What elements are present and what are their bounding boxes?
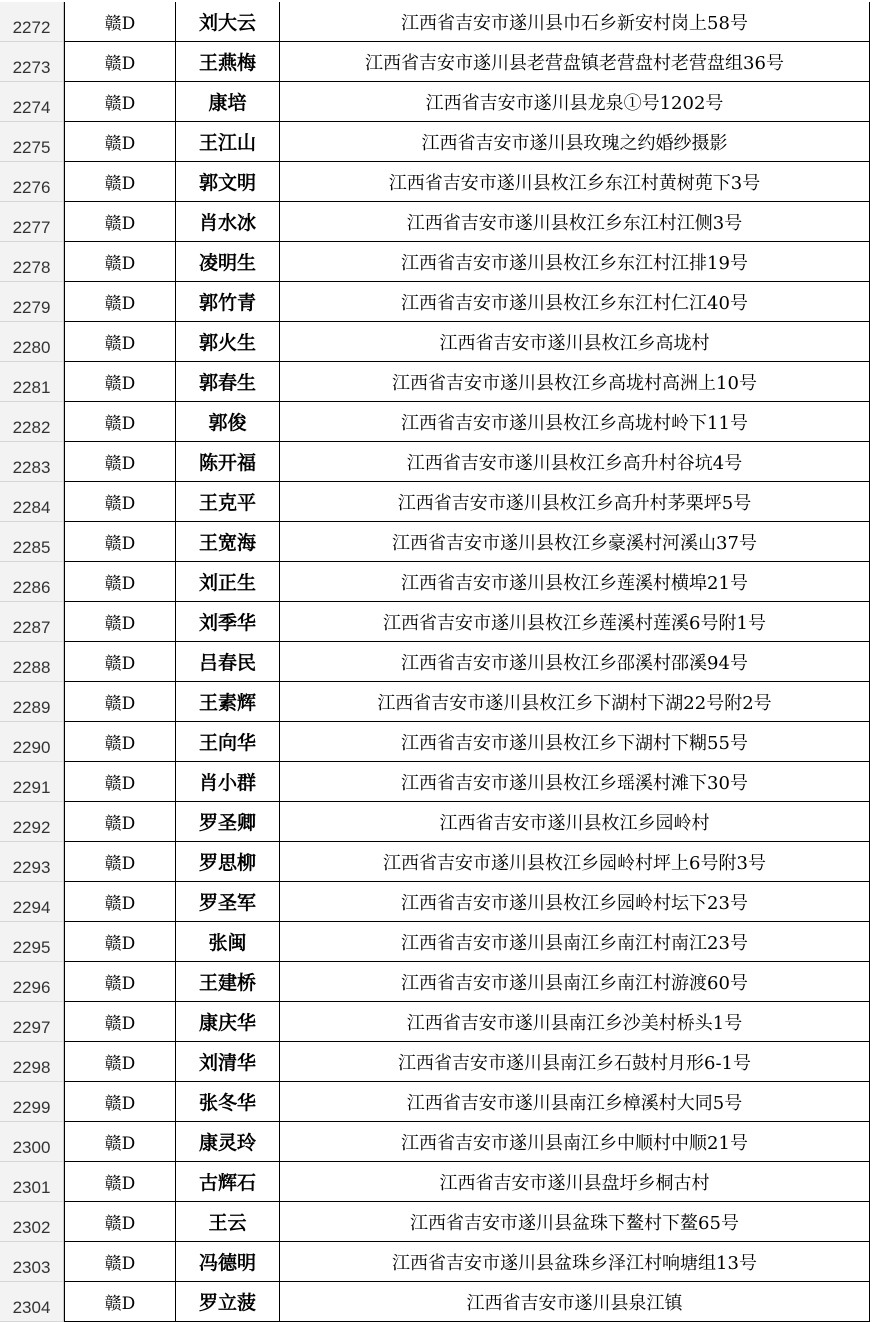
table-row <box>0 962 874 1002</box>
row-number-header[interactable]: 2293 <box>0 842 64 882</box>
plate-prefix-cell[interactable]: 赣D <box>64 802 176 842</box>
table-row <box>0 482 874 522</box>
owner-name-cell[interactable]: 刘正生 <box>176 562 280 602</box>
row-number-header[interactable]: 2288 <box>0 642 64 682</box>
row-number-header[interactable]: 2283 <box>0 442 64 482</box>
address-cell[interactable]: 江西省吉安市遂川县枚江乡园岭村坪上6号附3号 <box>280 842 870 882</box>
table-row <box>0 682 874 722</box>
plate-prefix-cell[interactable]: 赣D <box>64 402 176 442</box>
row-number-header[interactable]: 2273 <box>0 42 64 82</box>
owner-name-cell[interactable]: 吕春民 <box>176 642 280 682</box>
owner-name-cell[interactable]: 冯德明 <box>176 1242 280 1282</box>
table-row <box>0 842 874 882</box>
owner-name-cell[interactable]: 王宽海 <box>176 522 280 562</box>
table-row <box>0 762 874 802</box>
address-cell[interactable]: 江西省吉安市遂川县枚江乡东江村江排19号 <box>280 242 870 282</box>
plate-prefix-cell[interactable]: 赣D <box>64 1122 176 1162</box>
plate-prefix-cell[interactable]: 赣D <box>64 1162 176 1202</box>
row-number-header[interactable]: 2286 <box>0 562 64 602</box>
address-cell[interactable]: 江西省吉安市遂川县南江乡沙美村桥头1号 <box>280 1002 870 1042</box>
row-number-header[interactable]: 2279 <box>0 282 64 322</box>
row-number-header[interactable]: 2298 <box>0 1042 64 1082</box>
address-cell[interactable]: 江西省吉安市遂川县南江乡石鼓村月形6-1号 <box>280 1042 870 1082</box>
table-row <box>0 802 874 842</box>
owner-name-cell[interactable]: 张闽 <box>176 922 280 962</box>
row-number-header[interactable]: 2282 <box>0 402 64 442</box>
address-cell[interactable]: 江西省吉安市遂川县巾石乡新安村岗上58号 <box>280 2 870 42</box>
address-cell[interactable]: 江西省吉安市遂川县泉江镇 <box>280 1282 870 1322</box>
owner-name-cell[interactable]: 王素辉 <box>176 682 280 722</box>
owner-name-cell[interactable]: 郭竹青 <box>176 282 280 322</box>
plate-prefix-cell[interactable]: 赣D <box>64 242 176 282</box>
plate-prefix-cell[interactable]: 赣D <box>64 442 176 482</box>
address-cell[interactable]: 江西省吉安市遂川县枚江乡高垅村 <box>280 322 870 362</box>
table-row <box>0 82 874 122</box>
plate-prefix-cell[interactable]: 赣D <box>64 122 176 162</box>
plate-prefix-cell[interactable]: 赣D <box>64 1282 176 1322</box>
table-row <box>0 642 874 682</box>
table-row <box>0 602 874 642</box>
row-number-header[interactable]: 2277 <box>0 202 64 242</box>
owner-name-cell[interactable]: 罗立菠 <box>176 1282 280 1322</box>
table-row <box>0 282 874 322</box>
table-row <box>0 1122 874 1162</box>
owner-name-cell[interactable]: 刘清华 <box>176 1042 280 1082</box>
table-row <box>0 1202 874 1242</box>
owner-name-cell[interactable]: 康庆华 <box>176 1002 280 1042</box>
plate-prefix-cell[interactable]: 赣D <box>64 282 176 322</box>
owner-name-cell[interactable]: 凌明生 <box>176 242 280 282</box>
plate-prefix-cell[interactable]: 赣D <box>64 1242 176 1282</box>
owner-name-cell[interactable]: 郭俊 <box>176 402 280 442</box>
address-cell[interactable]: 江西省吉安市遂川县枚江乡园岭村坛下23号 <box>280 882 870 922</box>
owner-name-cell[interactable]: 肖水冰 <box>176 202 280 242</box>
table-row <box>0 1002 874 1042</box>
row-number-header[interactable]: 2272 <box>0 2 64 42</box>
address-cell[interactable]: 江西省吉安市遂川县枚江乡高升村茅栗坪5号 <box>280 482 870 522</box>
address-cell[interactable]: 江西省吉安市遂川县枚江乡莲溪村莲溪6号附1号 <box>280 602 870 642</box>
plate-prefix-cell[interactable]: 赣D <box>64 482 176 522</box>
owner-name-cell[interactable]: 郭文明 <box>176 162 280 202</box>
owner-name-cell[interactable]: 刘季华 <box>176 602 280 642</box>
plate-prefix-cell[interactable]: 赣D <box>64 162 176 202</box>
plate-prefix-cell[interactable]: 赣D <box>64 722 176 762</box>
table-row <box>0 882 874 922</box>
row-number-header[interactable]: 2292 <box>0 802 64 842</box>
plate-prefix-cell[interactable]: 赣D <box>64 842 176 882</box>
table-row <box>0 1082 874 1122</box>
owner-name-cell[interactable]: 康灵玲 <box>176 1122 280 1162</box>
table-row <box>0 1282 874 1322</box>
plate-prefix-cell[interactable]: 赣D <box>64 1082 176 1122</box>
owner-name-cell[interactable]: 郭春生 <box>176 362 280 402</box>
row-number-header[interactable]: 2302 <box>0 1202 64 1242</box>
owner-name-cell[interactable]: 王建桥 <box>176 962 280 1002</box>
owner-name-cell[interactable]: 肖小群 <box>176 762 280 802</box>
owner-name-cell[interactable]: 罗圣卿 <box>176 802 280 842</box>
row-number-header[interactable]: 2300 <box>0 1122 64 1162</box>
plate-prefix-cell[interactable]: 赣D <box>64 642 176 682</box>
plate-prefix-cell[interactable]: 赣D <box>64 42 176 82</box>
row-number-header[interactable]: 2287 <box>0 602 64 642</box>
plate-prefix-cell[interactable]: 赣D <box>64 362 176 402</box>
row-number-header[interactable]: 2274 <box>0 82 64 122</box>
plate-prefix-cell[interactable]: 赣D <box>64 82 176 122</box>
table-row <box>0 322 874 362</box>
row-number-header[interactable]: 2291 <box>0 762 64 802</box>
owner-name-cell[interactable]: 王向华 <box>176 722 280 762</box>
row-number-header[interactable]: 2296 <box>0 962 64 1002</box>
plate-prefix-cell[interactable]: 赣D <box>64 522 176 562</box>
owner-name-cell[interactable]: 刘大云 <box>176 2 280 42</box>
table-row <box>0 922 874 962</box>
table-row <box>0 1162 874 1202</box>
owner-name-cell[interactable]: 康培 <box>176 82 280 122</box>
table-row <box>0 722 874 762</box>
row-number-header[interactable]: 2303 <box>0 1242 64 1282</box>
address-cell[interactable]: 江西省吉安市遂川县盆珠下鳌村下鳌65号 <box>280 1202 870 1242</box>
address-cell[interactable]: 江西省吉安市遂川县枚江乡园岭村 <box>280 802 870 842</box>
row-number-header[interactable]: 2289 <box>0 682 64 722</box>
plate-prefix-cell[interactable]: 赣D <box>64 922 176 962</box>
row-number-header[interactable]: 2276 <box>0 162 64 202</box>
address-cell[interactable]: 江西省吉安市遂川县南江乡樟溪村大同5号 <box>280 1082 870 1122</box>
owner-name-cell[interactable]: 陈开福 <box>176 442 280 482</box>
address-cell[interactable]: 江西省吉安市遂川县枚江乡东江村仁江40号 <box>280 282 870 322</box>
address-cell[interactable]: 江西省吉安市遂川县枚江乡邵溪村邵溪94号 <box>280 642 870 682</box>
owner-name-cell[interactable]: 王云 <box>176 1202 280 1242</box>
owner-name-cell[interactable]: 王克平 <box>176 482 280 522</box>
address-cell[interactable]: 江西省吉安市遂川县南江乡南江村游渡60号 <box>280 962 870 1002</box>
address-cell[interactable]: 江西省吉安市遂川县枚江乡高垅村岭下11号 <box>280 402 870 442</box>
address-cell[interactable]: 江西省吉安市遂川县枚江乡下湖村下湖22号附2号 <box>280 682 870 722</box>
plate-prefix-cell[interactable]: 赣D <box>64 1202 176 1242</box>
address-cell[interactable]: 江西省吉安市遂川县枚江乡高垅村高洲上10号 <box>280 362 870 402</box>
table-row <box>0 362 874 402</box>
plate-prefix-cell[interactable]: 赣D <box>64 682 176 722</box>
table-row <box>0 1042 874 1082</box>
plate-prefix-cell[interactable]: 赣D <box>64 562 176 602</box>
address-cell[interactable]: 江西省吉安市遂川县玫瑰之约婚纱摄影 <box>280 122 870 162</box>
plate-prefix-cell[interactable]: 赣D <box>64 882 176 922</box>
plate-prefix-cell[interactable]: 赣D <box>64 202 176 242</box>
address-cell[interactable]: 江西省吉安市遂川县枚江乡东江村黄树蔸下3号 <box>280 162 870 202</box>
row-number-header[interactable]: 2281 <box>0 362 64 402</box>
table-row <box>0 562 874 602</box>
plate-prefix-cell[interactable]: 赣D <box>64 962 176 1002</box>
row-number-header[interactable]: 2280 <box>0 322 64 362</box>
row-number-header[interactable]: 2284 <box>0 482 64 522</box>
table-row <box>0 1242 874 1282</box>
owner-name-cell[interactable]: 罗思柳 <box>176 842 280 882</box>
address-cell[interactable]: 江西省吉安市遂川县南江乡中顺村中顺21号 <box>280 1122 870 1162</box>
plate-prefix-cell[interactable]: 赣D <box>64 1002 176 1042</box>
plate-prefix-cell[interactable]: 赣D <box>64 2 176 42</box>
row-number-header[interactable]: 2290 <box>0 722 64 762</box>
plate-prefix-cell[interactable]: 赣D <box>64 1042 176 1082</box>
address-cell[interactable]: 江西省吉安市遂川县老营盘镇老营盘村老营盘组36号 <box>280 42 870 82</box>
table-row <box>0 122 874 162</box>
address-cell[interactable]: 江西省吉安市遂川县枚江乡瑶溪村滩下30号 <box>280 762 870 802</box>
address-cell[interactable]: 江西省吉安市遂川县枚江乡莲溪村横埠21号 <box>280 562 870 602</box>
row-number-header[interactable]: 2278 <box>0 242 64 282</box>
row-number-header[interactable]: 2275 <box>0 122 64 162</box>
table-row <box>0 2 874 42</box>
table-row <box>0 242 874 282</box>
table-row <box>0 42 874 82</box>
plate-prefix-cell[interactable]: 赣D <box>64 762 176 802</box>
row-number-header[interactable]: 2301 <box>0 1162 64 1202</box>
row-number-header[interactable]: 2294 <box>0 882 64 922</box>
owner-name-cell[interactable]: 郭火生 <box>176 322 280 362</box>
owner-name-cell[interactable]: 王燕梅 <box>176 42 280 82</box>
row-number-header[interactable]: 2299 <box>0 1082 64 1122</box>
table-row <box>0 202 874 242</box>
address-cell[interactable]: 江西省吉安市遂川县南江乡南江村南江23号 <box>280 922 870 962</box>
owner-name-cell[interactable]: 王江山 <box>176 122 280 162</box>
row-number-header[interactable]: 2285 <box>0 522 64 562</box>
table-row <box>0 522 874 562</box>
address-cell[interactable]: 江西省吉安市遂川县枚江乡高升村谷坑4号 <box>280 442 870 482</box>
address-cell[interactable]: 江西省吉安市遂川县枚江乡豪溪村河溪山37号 <box>280 522 870 562</box>
owner-name-cell[interactable]: 古辉石 <box>176 1162 280 1202</box>
owner-name-cell[interactable]: 张冬华 <box>176 1082 280 1122</box>
plate-prefix-cell[interactable]: 赣D <box>64 602 176 642</box>
table-row <box>0 442 874 482</box>
address-cell[interactable]: 江西省吉安市遂川县龙泉①号1202号 <box>280 82 870 122</box>
row-number-header[interactable]: 2304 <box>0 1282 64 1322</box>
owner-name-cell[interactable]: 罗圣军 <box>176 882 280 922</box>
address-cell[interactable]: 江西省吉安市遂川县枚江乡下湖村下糊55号 <box>280 722 870 762</box>
address-cell[interactable]: 江西省吉安市遂川县盆珠乡泽江村响塘组13号 <box>280 1242 870 1282</box>
table-row <box>0 162 874 202</box>
row-number-header[interactable]: 2295 <box>0 922 64 962</box>
table-row <box>0 402 874 442</box>
row-number-header[interactable]: 2297 <box>0 1002 64 1042</box>
address-cell[interactable]: 江西省吉安市遂川县枚江乡东江村江侧3号 <box>280 202 870 242</box>
plate-prefix-cell[interactable]: 赣D <box>64 322 176 362</box>
address-cell[interactable]: 江西省吉安市遂川县盘圩乡桐古村 <box>280 1162 870 1202</box>
